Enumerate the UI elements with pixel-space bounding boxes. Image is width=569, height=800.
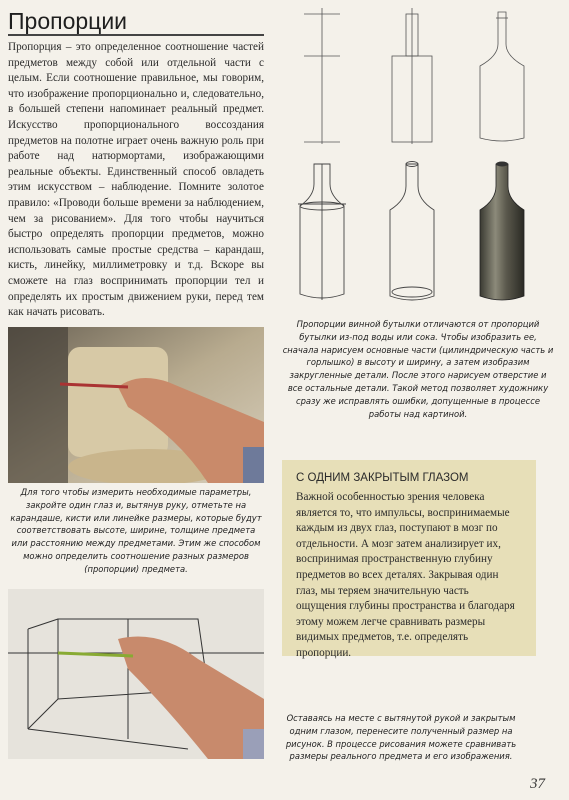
bottle-proportion-illustration — [284, 4, 554, 314]
box-title: С ОДНИМ ЗАКРЫТЫМ ГЛАЗОМ — [296, 472, 469, 484]
sketch-caption: Оставаясь на месте с вытянутой рукой и закрытым одним глазом, перенесите полученный размер на рисунок. В процессе рисования можете сравнивать размеры реального предмета и его изображения. — [285, 713, 517, 762]
one-eye-closed-box — [282, 460, 536, 659]
sketch-photo — [8, 589, 264, 759]
measuring-caption: Для того чтобы измерить необходимые параметры, закройте один глаз и, вытянув руку, отметьте на карандаше, кисти или линейке размеры, которые будут соответствовать высоте, ширине, толщине предмета или расстоянию между предметами. Этим же способом можно определить соотношение разных размеров (пропорции) предмета. — [10, 487, 262, 574]
page-title: Пропорции — [8, 8, 128, 34]
page-number: 37 — [530, 776, 545, 792]
box-text: Важной особенностью зрения человека является то, что импульсы, воспринимаемые каждым из двух глаз, поступают в мозг по отдельности. А мозг затем анализирует их, воспринимая пространственную глубину предметов во всех деталях. Закрывая один глаз, мы теряем значительную часть ощущения глубины пространства и благодаря этому можем легче сравнивать размеры видимых предметов, т.е. определять пропорции. — [296, 491, 515, 659]
measuring-photo — [8, 327, 264, 483]
bottles-caption: Пропорции винной бутылки отличаются от пропорций бутылки из-под воды или сока. Чтобы изобразить ее, сначала нарисуем основные части (цилиндрическую часть и горлышко) в высоту и ширину, а затем изобразим закругленные детали. После этого нарисуем отверстие и все остальные детали. Такой метод позволяет художнику сразу же исправлять ошибки, допущенные в процессе работы над картиной. — [282, 319, 554, 419]
title-rule — [8, 34, 264, 36]
intro-paragraph: Пропорция – это определенное соотношение частей предметов между собой или отдельной части с целым. Если соотношение правильное, мы говорим, что изображение пропорционально и, следовательно, в большей степени напоминает реальный предмет. Искусство пропорционального воссоздания предметов на полотне играет очень важную роль при работе над натюрмортами, изображающими реальные объекты. Единственный способ овладеть этим искусством – наблюдение. Помните золотое правило: «Проводи больше времени за наблюдением, чем за рисованием». Для того чтобы научиться быстро определять пропорции предметов, можно использовать самые простые средства – карандаш, кисть, линейку, миллиметровку и т.д. Вскоре вы сможете на глаз воспринимать пропорции тел и определять их простым движением руки, перед тем как начать рисовать. — [8, 41, 264, 319]
